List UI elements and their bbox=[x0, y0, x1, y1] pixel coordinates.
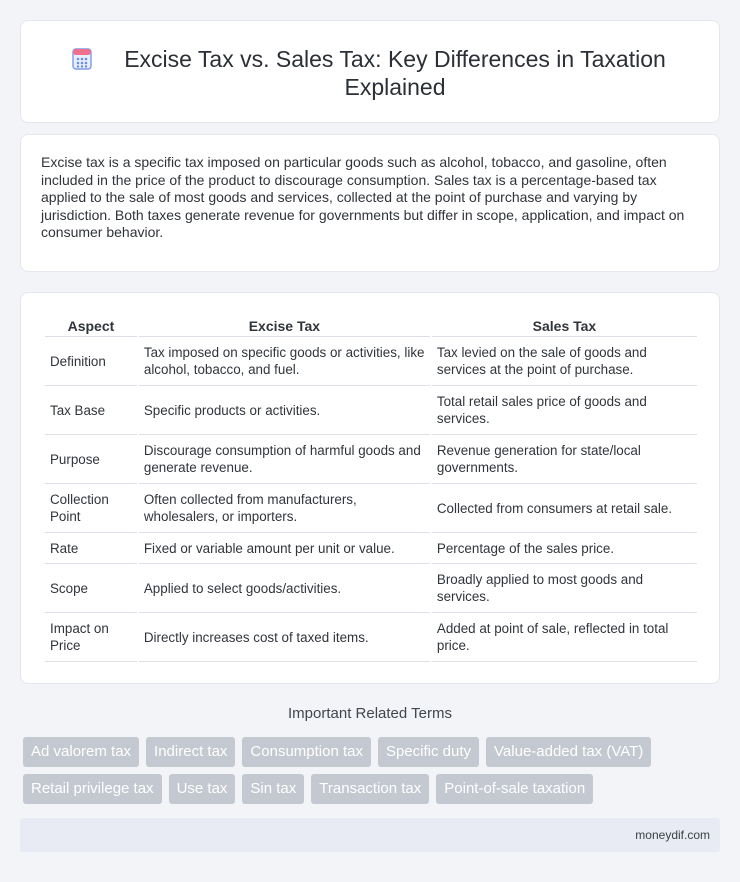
related-term-tag[interactable]: Consumption tax bbox=[242, 737, 371, 767]
table-row bbox=[45, 533, 697, 564]
row-sales-value: Percentage of the sales price. bbox=[432, 533, 697, 564]
table-row bbox=[45, 435, 697, 484]
related-term-tag[interactable]: Ad valorem tax bbox=[23, 737, 139, 767]
footer-site-link[interactable]: moneydif.com bbox=[635, 828, 710, 842]
comparison-table bbox=[43, 316, 699, 662]
table-row bbox=[45, 484, 697, 533]
row-excise-value: Tax imposed on specific goods or activities, like alcohol, tobacco, and fuel. bbox=[139, 337, 430, 386]
row-sales-value: Added at point of sale, reflected in total price. bbox=[432, 613, 697, 662]
comparison-table-card bbox=[20, 292, 720, 684]
column-header-sales-tax: Sales Tax bbox=[432, 316, 697, 337]
table-header-row bbox=[45, 316, 697, 337]
related-term-tag[interactable]: Point-of-sale taxation bbox=[436, 774, 593, 804]
related-term-tag[interactable]: Specific duty bbox=[378, 737, 479, 767]
related-term-tag[interactable]: Sin tax bbox=[242, 774, 304, 804]
related-term-tag[interactable]: Indirect tax bbox=[146, 737, 235, 767]
row-excise-value: Applied to select goods/activities. bbox=[139, 564, 430, 613]
intro-card bbox=[20, 134, 720, 272]
row-excise-value: Often collected from manufacturers, wholesalers, or importers. bbox=[139, 484, 430, 533]
row-sales-value: Collected from consumers at retail sale. bbox=[432, 484, 697, 533]
page-title: Excise Tax vs. Sales Tax: Key Differences in Taxation Explained bbox=[124, 46, 666, 100]
row-excise-value: Discourage consumption of harmful goods and generate revenue. bbox=[139, 435, 430, 484]
row-aspect: Purpose bbox=[45, 435, 137, 484]
column-header-aspect: Aspect bbox=[45, 316, 137, 337]
table-row bbox=[45, 613, 697, 662]
related-term-tag[interactable]: Transaction tax bbox=[311, 774, 429, 804]
related-term-tag[interactable]: Value-added tax (VAT) bbox=[486, 737, 651, 767]
footer bbox=[20, 818, 720, 852]
row-excise-value: Directly increases cost of taxed items. bbox=[139, 613, 430, 662]
row-sales-value: Broadly applied to most goods and services. bbox=[432, 564, 697, 613]
row-aspect: Rate bbox=[45, 533, 137, 564]
row-excise-value: Specific products or activities. bbox=[139, 386, 430, 435]
table-row bbox=[45, 337, 697, 386]
related-terms-heading: Important Related Terms bbox=[288, 705, 452, 722]
table-row bbox=[45, 386, 697, 435]
related-term-tag[interactable]: Retail privilege tax bbox=[23, 774, 162, 804]
row-aspect: Collection Point bbox=[45, 484, 137, 533]
related-term-tag[interactable]: Use tax bbox=[169, 774, 236, 804]
column-header-excise-tax: Excise Tax bbox=[139, 316, 430, 337]
row-aspect: Scope bbox=[45, 564, 137, 613]
title-card bbox=[20, 20, 720, 123]
row-excise-value: Fixed or variable amount per unit or value. bbox=[139, 533, 430, 564]
row-aspect: Impact on Price bbox=[45, 613, 137, 662]
intro-paragraph: Excise tax is a specific tax imposed on particular goods such as alcohol, tobacco, and gasoline, often included in the price of the product to discourage consumption. Sales tax is a percentage-based tax applied to the sale of most goods and services, collected at the point of purchase and varying by jurisdiction. Both taxes generate revenue for governments but differ in scope, application, and impact on consumer behavior. bbox=[41, 154, 685, 241]
row-aspect: Tax Base bbox=[45, 386, 137, 435]
related-terms-list bbox=[23, 737, 703, 804]
row-sales-value: Total retail sales price of goods and services. bbox=[432, 386, 697, 435]
row-aspect: Definition bbox=[45, 337, 137, 386]
row-sales-value: Revenue generation for state/local governments. bbox=[432, 435, 697, 484]
row-sales-value: Tax levied on the sale of goods and services at the point of purchase. bbox=[432, 337, 697, 386]
table-row bbox=[45, 564, 697, 613]
